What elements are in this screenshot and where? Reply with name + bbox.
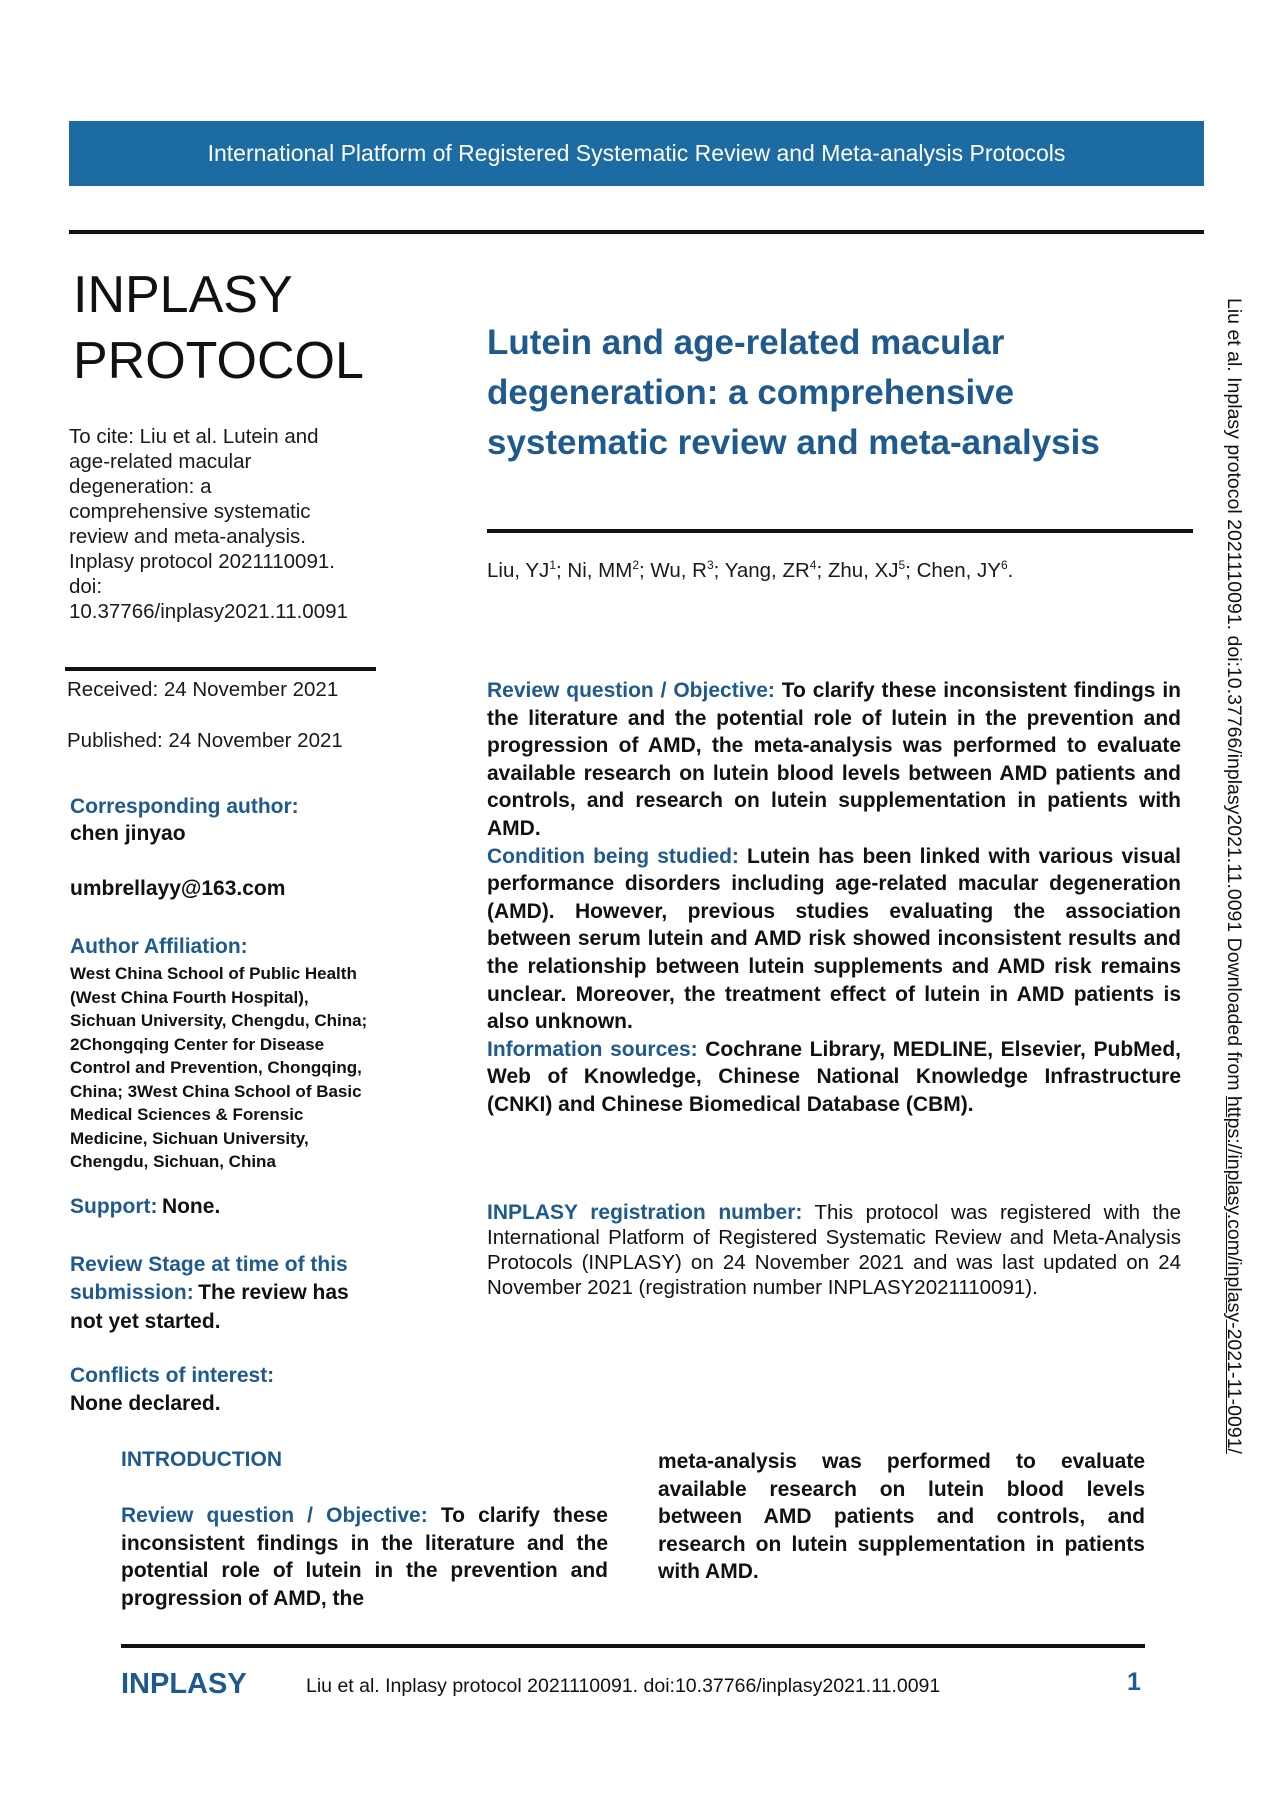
banner-text: International Platform of Registered Systematic Review and Meta-analysis Protocols (207, 140, 1066, 166)
author-name: Liu, YJ (487, 558, 550, 582)
registration-label: INPLASY registration number: (487, 1201, 803, 1224)
top-rule (69, 230, 1204, 234)
download-text: Liu et al. Inplasy protocol 2021110091. doi:10.37766/inplasy2021.11.0091 Downloaded from (1223, 298, 1245, 1096)
author-name: Wu, R (650, 558, 707, 582)
journal-banner (69, 121, 1204, 186)
author-list (487, 558, 1013, 583)
title-line: Lutein and age-related macular (487, 323, 1005, 362)
download-link[interactable]: https://inplasy.com/inplasy-2021-11-0091/ (1223, 1095, 1245, 1454)
author-affil-number: 4 (809, 558, 817, 572)
conflicts-label: Conflicts of interest: (70, 1364, 275, 1387)
article-title (487, 318, 1187, 468)
author-separator: ; (556, 558, 568, 582)
sources-label: Information sources: (487, 1037, 698, 1061)
affiliation-line: Chengdu, Sichuan, China (70, 1152, 276, 1171)
review-stage (70, 1251, 349, 1336)
author-name: Zhu, XJ (827, 558, 899, 582)
download-sidebar (1222, 298, 1245, 1590)
affiliation-line: West China School of Public Health (70, 964, 357, 983)
footer-rule (121, 1644, 1145, 1648)
support-line (70, 1195, 220, 1219)
abstract-block (487, 677, 1181, 1119)
affiliation-line: Sichuan University, Chengdu, China; (70, 1011, 368, 1030)
affiliation-line: China; 3West China School of Basic (70, 1081, 362, 1101)
affiliation-line: Medical Sciences & Forensic (70, 1105, 304, 1124)
stage-label-line: Review Stage at time of this (70, 1253, 348, 1276)
author-affil-number: 1 (549, 558, 556, 572)
cite-line: degeneration: a (69, 475, 212, 498)
published-date: Published: 24 November 2021 (67, 729, 343, 752)
affiliation-line: Medicine, Sichuan University, (70, 1128, 309, 1148)
condition-label: Condition being studied: (487, 844, 739, 868)
sources-text: Cochrane Library, MEDLINE, Elsevier, PubMed, Web of Knowledge, Chinese National Knowledge Infrastructure (CNKI) and Chinese Biomedical Database (CBM). (487, 1037, 1181, 1116)
affiliation-line: Control and Prevention, Chongqing, (70, 1058, 362, 1077)
left-rule (65, 667, 376, 671)
author-affil-number: 3 (706, 558, 714, 572)
author-affil-number: 6 (1000, 558, 1008, 572)
author-name: Yang, ZR (724, 558, 810, 582)
author-name: Ni, MM (567, 558, 633, 582)
citation-block (69, 424, 389, 624)
corresponding-email[interactable]: umbrellayy@163.com (70, 877, 286, 900)
support-label: Support: (70, 1195, 158, 1218)
brand-line-1: INPLASY (73, 266, 293, 324)
cite-line: 10.37766/inplasy2021.11.0091 (69, 600, 348, 623)
cite-line: Inplasy protocol 2021110091. (69, 550, 335, 573)
brand-heading (73, 262, 364, 394)
objective-label: Review question / Objective: (487, 679, 775, 702)
intro-col-2: meta-analysis was performed to evaluate available research on lutein blood levels between AMD patients and controls, and research on lutein supplementation in patients with AMD. (658, 1450, 1145, 1584)
registration-block (487, 1200, 1181, 1300)
intro-heading: INTRODUCTION (121, 1448, 282, 1471)
corresponding-name: chen jinyao (70, 822, 186, 845)
author-name: Chen, JY (916, 558, 1001, 582)
author-affil-number: 5 (898, 558, 906, 572)
support-value: None. (161, 1195, 221, 1218)
title-line: degeneration: a comprehensive (487, 373, 1015, 412)
objective-text: To clarify these inconsistent findings in the literature and the potential role of lutein in the prevention and progression of AMD, the meta-analysis was performed to evaluate available research on lutein blood levels between AMD patients and controls, and research on lutein supplementation in patients with AMD. (487, 679, 1182, 840)
author-separator: ; (713, 558, 725, 582)
affiliation-line: (West China Fourth Hospital), (70, 987, 309, 1007)
cite-line: comprehensive systematic (69, 500, 311, 523)
affiliation-label: Author Affiliation: (70, 935, 248, 958)
cite-line: doi: (69, 575, 103, 598)
intro-col1-text: To clarify these inconsistent findings in the literature and the potential role of lutein in the prevention and progression of AMD, the (121, 1504, 608, 1610)
affiliation-line: 2Chongqing Center for Disease (70, 1034, 325, 1054)
cite-line: review and meta-analysis. (69, 525, 306, 548)
intro-col-1 (121, 1502, 608, 1612)
author-separator: ; (905, 558, 917, 582)
page-number: 1 (1127, 1668, 1141, 1696)
affiliation-text (70, 962, 410, 1174)
received-date: Received: 24 November 2021 (67, 678, 339, 701)
cite-line: To cite: Liu et al. Lutein and (69, 425, 319, 448)
condition-text: Lutein has been linked with various visual performance disorders including age-related macular degeneration (AMD). However, previous studies evaluating the association between serum lutein and AMD risk showed inconsistent results and the relationship between lutein supplements and AMD risk remains unclear. Moreover, the treatment effect of lutein in AMD patients is also unknown. (487, 844, 1181, 1034)
cite-line: age-related macular (69, 450, 252, 473)
author-affil-number: 2 (632, 558, 639, 572)
footer-citation: Liu et al. Inplasy protocol 2021110091. doi:10.37766/inplasy2021.11.0091 (306, 1675, 941, 1697)
brand-line-2: PROTOCOL (73, 332, 364, 390)
intro-objective-label: Review question / Objective: (121, 1504, 428, 1527)
stage-label-line: submission: (70, 1280, 194, 1304)
author-separator: . (1007, 558, 1014, 582)
author-separator: ; (816, 558, 828, 582)
stage-value-line: not yet started. (70, 1310, 221, 1333)
conflicts-value: None declared. (70, 1391, 221, 1415)
footer-logo: INPLASY (121, 1668, 247, 1700)
title-rule (487, 529, 1193, 533)
corresponding-label: Corresponding author: (70, 795, 299, 818)
conflicts (70, 1362, 274, 1417)
stage-value-line: The review has (198, 1280, 349, 1304)
title-line: systematic review and meta-analysis (487, 423, 1100, 462)
registration-text: This protocol was registered with the International Platform of Registered Systematic Review and Meta-Analysis Protocols (INPLASY) on 24 November 2021 and was last updated on 24 November 2021 (registration number INPLASY2021110091). (487, 1201, 1181, 1299)
author-separator: ; (639, 558, 651, 582)
